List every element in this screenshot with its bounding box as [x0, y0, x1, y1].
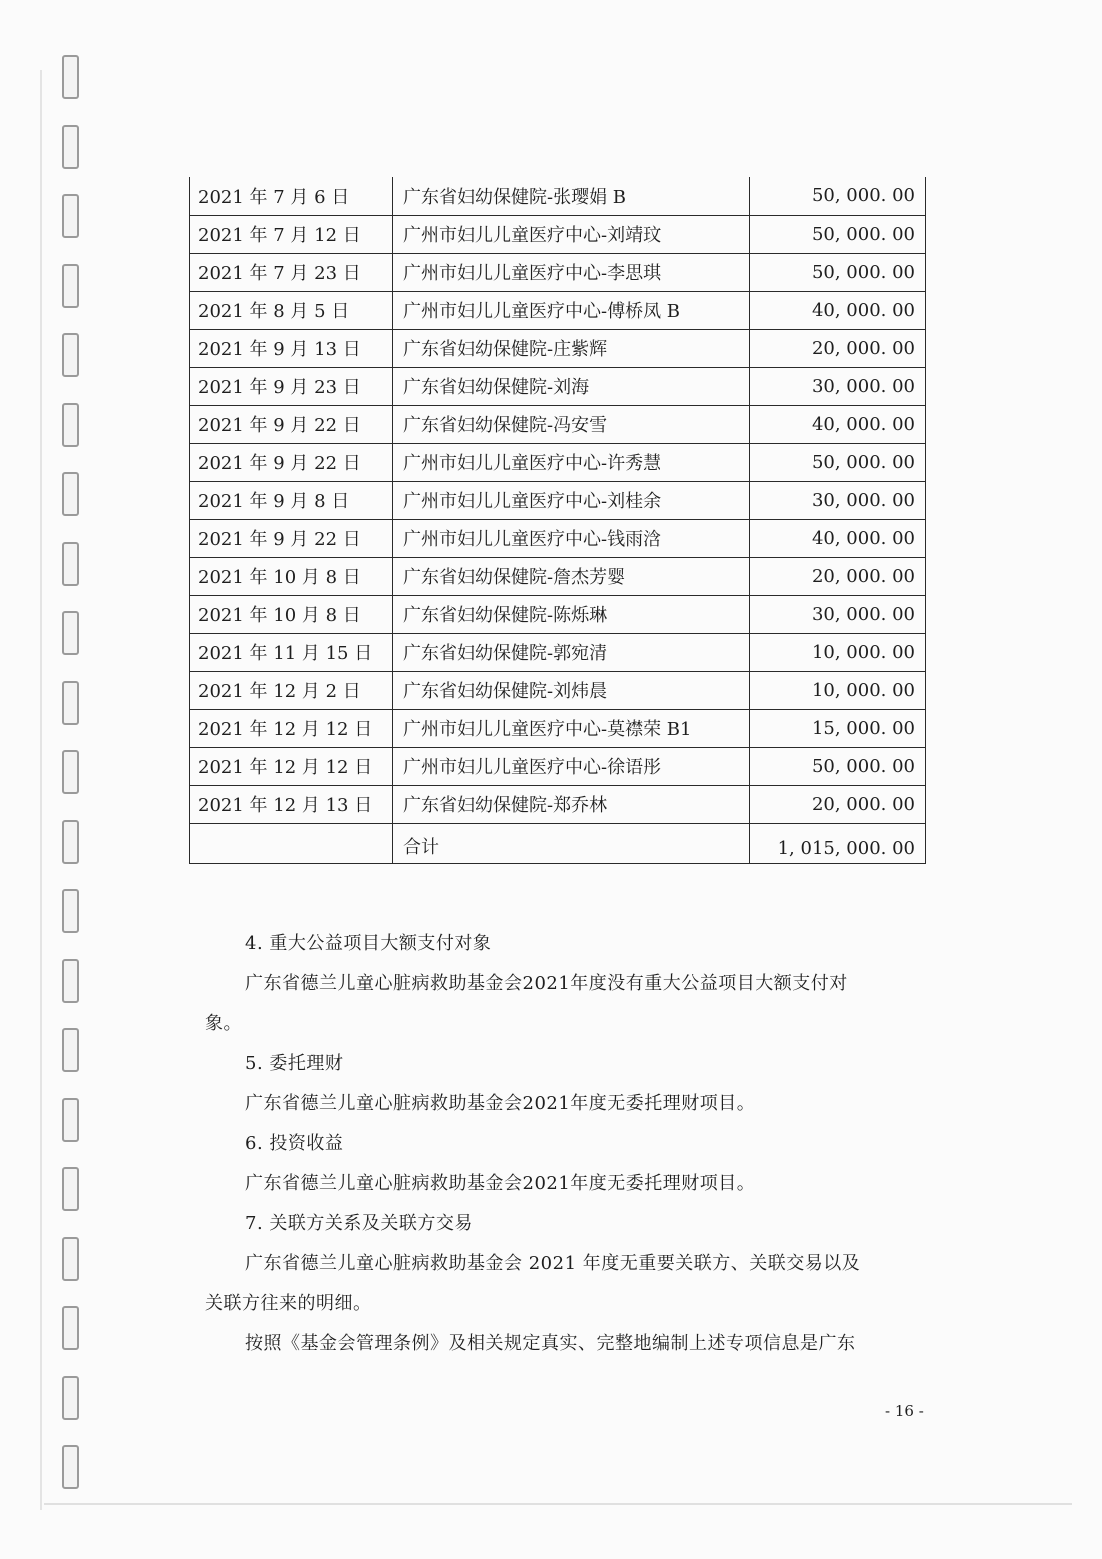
recipient-cell: 广东省妇幼保健院-刘海 [393, 367, 750, 405]
table-row [190, 709, 926, 747]
table-row [190, 633, 926, 671]
binding-hole [62, 1028, 79, 1072]
recipient-cell: 广州市妇儿儿童医疗中心-莫襟荣 B1 [393, 709, 750, 747]
binding-hole [62, 1306, 79, 1350]
binding-hole [62, 1167, 79, 1211]
recipient-cell: 广东省妇幼保健院-张璎娟 B [393, 177, 750, 215]
amount-cell: 50, 000. 00 [750, 253, 926, 291]
table-row [190, 291, 926, 329]
date-cell: 2021 年 9 月 22 日 [190, 443, 393, 481]
empty-cell [190, 823, 393, 863]
recipient-cell: 广东省妇幼保健院-詹杰芳婴 [393, 557, 750, 595]
table-row [190, 215, 926, 253]
binding-hole [62, 403, 79, 447]
recipient-cell: 广东省妇幼保健院-刘炜晨 [393, 671, 750, 709]
date-cell: 2021 年 9 月 8 日 [190, 481, 393, 519]
binding-hole [62, 681, 79, 725]
recipient-cell: 广州市妇儿儿童医疗中心-刘桂余 [393, 481, 750, 519]
binding-hole [62, 959, 79, 1003]
amount-cell: 10, 000. 00 [750, 671, 926, 709]
section-7-body-line1: 广东省德兰儿童心脏病救助基金会 2021 年度无重要关联方、关联交易以及 [245, 1253, 861, 1274]
recipient-cell: 广州市妇儿儿童医疗中心-徐语彤 [393, 747, 750, 785]
closing-paragraph: 按照《基金会管理条例》及相关规定真实、完整地编制上述专项信息是广东 [245, 1333, 856, 1354]
recipient-cell: 广州市妇儿儿童医疗中心-许秀慧 [393, 443, 750, 481]
section-4-body-line1: 广东省德兰儿童心脏病救助基金会2021年度没有重大公益项目大额支付对 [245, 973, 848, 994]
binding-hole [62, 1445, 79, 1489]
table-row [190, 177, 926, 215]
section-4-heading: 4. 重大公益项目大额支付对象 [245, 933, 492, 954]
amount-cell: 50, 000. 00 [750, 747, 926, 785]
total-amount: 1, 015, 000. 00 [750, 823, 926, 863]
date-cell: 2021 年 8 月 5 日 [190, 291, 393, 329]
date-cell: 2021 年 11 月 15 日 [190, 633, 393, 671]
date-cell: 2021 年 9 月 22 日 [190, 405, 393, 443]
date-cell: 2021 年 12 月 2 日 [190, 671, 393, 709]
total-row [190, 823, 926, 863]
amount-cell: 30, 000. 00 [750, 595, 926, 633]
binding-hole [62, 1237, 79, 1281]
binding-hole [62, 750, 79, 794]
page-number: - 16 - [885, 1402, 924, 1420]
date-cell: 2021 年 9 月 22 日 [190, 519, 393, 557]
date-cell: 2021 年 12 月 13 日 [190, 785, 393, 823]
amount-cell: 40, 000. 00 [750, 405, 926, 443]
date-cell: 2021 年 10 月 8 日 [190, 557, 393, 595]
recipient-cell: 广东省妇幼保健院-庄紫辉 [393, 329, 750, 367]
binding-hole [62, 264, 79, 308]
date-cell: 2021 年 12 月 12 日 [190, 709, 393, 747]
binding-hole [62, 472, 79, 516]
table-row [190, 481, 926, 519]
total-label: 合计 [393, 823, 750, 863]
amount-cell: 40, 000. 00 [750, 291, 926, 329]
table-row [190, 747, 926, 785]
table-row [190, 519, 926, 557]
binding-hole [62, 1376, 79, 1420]
amount-cell: 20, 000. 00 [750, 329, 926, 367]
amount-cell: 50, 000. 00 [750, 215, 926, 253]
table-row [190, 253, 926, 291]
section-5-heading: 5. 委托理财 [245, 1053, 344, 1074]
table-row [190, 443, 926, 481]
date-cell: 2021 年 12 月 12 日 [190, 747, 393, 785]
date-cell: 2021 年 7 月 23 日 [190, 253, 393, 291]
page-bottom-shadow [44, 1503, 1072, 1505]
recipient-cell: 广东省妇幼保健院-郭宛清 [393, 633, 750, 671]
binding-hole [62, 1098, 79, 1142]
section-7-body-line2: 关联方往来的明细。 [205, 1293, 372, 1314]
amount-cell: 50, 000. 00 [750, 177, 926, 215]
amount-cell: 20, 000. 00 [750, 557, 926, 595]
recipient-cell: 广州市妇儿儿童医疗中心-钱雨浛 [393, 519, 750, 557]
section-6-body: 广东省德兰儿童心脏病救助基金会2021年度无委托理财项目。 [245, 1173, 756, 1194]
date-cell: 2021 年 7 月 12 日 [190, 215, 393, 253]
binding-hole [62, 542, 79, 586]
binding-holes [58, 55, 88, 1505]
amount-cell: 40, 000. 00 [750, 519, 926, 557]
binding-hole [62, 820, 79, 864]
recipient-cell: 广州市妇儿儿童医疗中心-李思琪 [393, 253, 750, 291]
recipient-cell: 广州市妇儿儿童医疗中心-刘靖玟 [393, 215, 750, 253]
amount-cell: 30, 000. 00 [750, 367, 926, 405]
payment-table [189, 177, 926, 864]
binding-hole [62, 55, 79, 99]
section-5-body: 广东省德兰儿童心脏病救助基金会2021年度无委托理财项目。 [245, 1093, 756, 1114]
table-row [190, 367, 926, 405]
binding-hole [62, 333, 79, 377]
amount-cell: 15, 000. 00 [750, 709, 926, 747]
table-row [190, 595, 926, 633]
binding-hole [62, 194, 79, 238]
amount-cell: 10, 000. 00 [750, 633, 926, 671]
table-row [190, 671, 926, 709]
date-cell: 2021 年 9 月 13 日 [190, 329, 393, 367]
page-edge-shadow [40, 70, 42, 1510]
recipient-cell: 广东省妇幼保健院-陈烁琳 [393, 595, 750, 633]
date-cell: 2021 年 9 月 23 日 [190, 367, 393, 405]
recipient-cell: 广东省妇幼保健院-冯安雪 [393, 405, 750, 443]
table-row [190, 405, 926, 443]
section-4 [205, 924, 925, 1364]
recipient-cell: 广州市妇儿儿童医疗中心-傅桥凤 B [393, 291, 750, 329]
amount-cell: 30, 000. 00 [750, 481, 926, 519]
table-row [190, 557, 926, 595]
date-cell: 2021 年 7 月 6 日 [190, 177, 393, 215]
binding-hole [62, 125, 79, 169]
table-row [190, 785, 926, 823]
section-6-heading: 6. 投资收益 [245, 1133, 344, 1154]
amount-cell: 50, 000. 00 [750, 443, 926, 481]
date-cell: 2021 年 10 月 8 日 [190, 595, 393, 633]
table-row [190, 329, 926, 367]
binding-hole [62, 611, 79, 655]
section-4-body-line2: 象。 [205, 1013, 242, 1034]
amount-cell: 20, 000. 00 [750, 785, 926, 823]
binding-hole [62, 889, 79, 933]
recipient-cell: 广东省妇幼保健院-郑乔林 [393, 785, 750, 823]
section-7-heading: 7. 关联方关系及关联方交易 [245, 1213, 473, 1234]
